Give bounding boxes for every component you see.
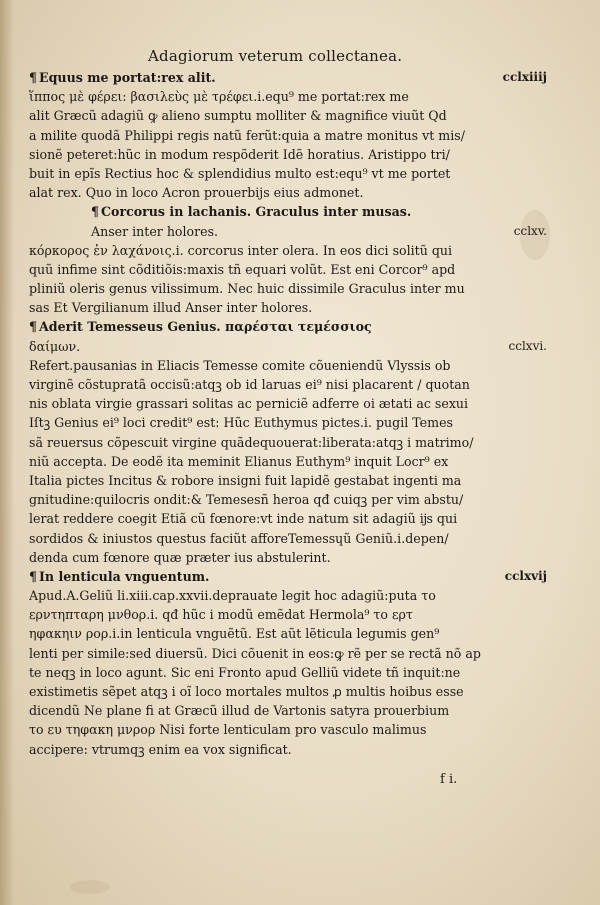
folio-number: cclxvij (504, 568, 547, 583)
text-line (29, 490, 547, 509)
line-text: δαίμων. (29, 338, 81, 354)
line-text: Italia pictes Incitus & robore insigni fuit lapidẽ gestabat ingenti ma (29, 472, 462, 488)
text-line (29, 740, 547, 759)
line-text: ερντηπταρη μνθορ.i. qđ hũc i modũ emẽdat Hermola⁹ το ερτ (29, 607, 413, 623)
line-text: sas Et Vergilianum illud Anser inter holores. (29, 300, 313, 316)
folio-number: cclxvi. (508, 338, 547, 353)
line-text: lenti per simile:sed diuersũ. Dici cõuenit in eos:ꝙ rẽ per se rectã nõ ap (29, 645, 481, 661)
paragraph-mark-icon: ¶ (29, 568, 38, 584)
line-text: sordidos & iniustos questus faciũt afforeTemessɥũ Geniũ.i.depen/ (29, 530, 449, 546)
section-heading-line (29, 202, 547, 221)
line-text: ηφακηιν ρορ.i.in lenticula vnguẽtũ. Est aũt lẽticula legumis gen⁹ (29, 626, 440, 642)
text-line (29, 471, 547, 490)
line-text: buit in epĩs Rectius hoc & splendidius multo est:equ⁹ vt me portet (29, 165, 451, 181)
folio-number: cclxiiij (502, 70, 547, 84)
text-line (29, 222, 547, 241)
paragraph-mark-icon: ¶ (91, 204, 100, 220)
line-text: virginẽ cõstupratã occisũ:atqꝫ ob id laruas ei⁹ nisi placarent / quotan (29, 377, 470, 392)
text-line (29, 356, 547, 375)
text-line (29, 720, 547, 739)
paragraph-mark-icon: ¶ (29, 319, 38, 335)
line-text: Aderit Temesseus Genius. παρέσται τεμέσσιος (39, 319, 372, 335)
paper-stain (70, 880, 110, 894)
folio-number: cclxv. (513, 223, 547, 238)
text-line (29, 279, 547, 298)
line-text: a milite quodã Philippi regis natũ ferũt:quia a matre monitus vt mis/ (29, 127, 465, 143)
line-text: Anser inter holores. (91, 223, 219, 239)
text-line (29, 126, 547, 145)
text-line (29, 663, 547, 682)
line-text: Iſtꝫ Genius ei⁹ loci credit⁹ est: Hũc Euthymus pictes.i. pugil Temes (29, 415, 453, 431)
section-heading-line (29, 68, 547, 87)
text-line (29, 260, 547, 279)
line-text: nis oblata virgie grassari solitas ac perniciẽ adferre oi ætati ac sexui (29, 396, 469, 412)
line-text: Equus me portat:rex alit. (39, 70, 216, 85)
text-line (29, 624, 547, 643)
line-text: In lenticula vnguentum. (39, 568, 210, 584)
line-text: gnitudine:quilocris ondit:& Temesesñ heroa qđ cuiqꝫ per vim abstu/ (29, 492, 464, 508)
text-line (29, 145, 547, 164)
text-line (29, 164, 547, 183)
line-text: existimetis sẽpet atqꝫ i oĩ loco mortales multos ꝓ multis hoibus esse (29, 684, 464, 699)
line-text: lerat reddere coegit Etiã cũ fœnore:vt inde natum sit adagiũ ĳs qui (29, 511, 458, 527)
section-heading-line (29, 567, 547, 586)
line-text: Refert.pausanias in Eliacis Temesse comite cõueniendũ Vlyssis ob (29, 357, 451, 373)
text-line (29, 548, 547, 567)
text-line (29, 337, 547, 356)
text-line (29, 106, 547, 125)
text-line (29, 394, 547, 413)
text-line (29, 529, 547, 548)
line-text: quũ infime sint cõditiõis:maxis tñ equari volũt. Est eni Corcor⁹ apd (29, 261, 456, 277)
line-text: sionẽ peteret:hũc in modum respõderit Idẽ horatius. Aristippo tri/ (29, 146, 450, 162)
text-line (29, 87, 547, 106)
line-text: το ευ τηφακη μνρορ Nisi forte lenticulam pro vasculo malimus (29, 722, 427, 738)
line-text: dicendũ Ne plane fi at Græcũ illud de Vartonis satyra prouerbium (29, 703, 450, 719)
text-line (29, 413, 547, 432)
text-line (29, 433, 547, 452)
text-line (29, 183, 547, 202)
text-line (29, 298, 547, 317)
line-text: alat rex. Quo in loco Acron prouerbijs eius admonet. (29, 185, 364, 201)
text-line (29, 509, 547, 528)
line-text: Apud.A.Geliũ li.xiii.cap.xxvii.deprauate legit hoc adagiũ:puta το (29, 588, 436, 604)
paragraph-mark-icon: ¶ (29, 70, 38, 85)
line-text: alit Græcũ adagiũ ꝙ alieno sumptu molliter & magnifice viuũt Qd (29, 108, 447, 124)
text-line (29, 241, 547, 260)
text-line (29, 586, 547, 605)
line-text: ἵππος μὲ φέρει: βασιλεὺς μὲ τρέφει.i.equ⁹ me portat:rex me (29, 89, 409, 105)
text-line (29, 701, 547, 720)
line-text: te neqꝫ in loco agunt. Sic eni Fronto apud Gelliũ videte tñ inquit:ne (29, 664, 461, 680)
line-text: denda cum fœnore quæ præter ius abstulerint. (29, 549, 331, 565)
signature-mark: f i. (440, 772, 458, 787)
line-text: κόρκορος ἐν λαχάνοις.i. corcorus inter olera. In eos dici solitũ qui (29, 242, 453, 258)
line-text: niũ accepta. De eodẽ ita meminit Elianus Euthym⁹ inquit Locr⁹ ex (29, 453, 449, 469)
line-text: sã reuersus cõpescuit virgine quãdequouerat:liberata:atqꝫ i matrimo/ (29, 434, 474, 450)
line-text: Corcorus in lachanis. Graculus inter musas. (101, 204, 412, 220)
text-line (29, 644, 547, 663)
running-head: Adagiorum veterum collectanea. (148, 47, 403, 65)
line-text: accipere: vtrumqꝫ enim ea vox significat. (29, 741, 292, 757)
text-line (29, 682, 547, 701)
line-text: pliniũ oleris genus vilissimum. Nec huic dissimile Graculus inter mu (29, 281, 465, 297)
text-line (29, 605, 547, 624)
text-line (29, 452, 547, 471)
text-line (29, 375, 547, 394)
text-block (29, 68, 547, 759)
section-heading-line (29, 317, 547, 336)
